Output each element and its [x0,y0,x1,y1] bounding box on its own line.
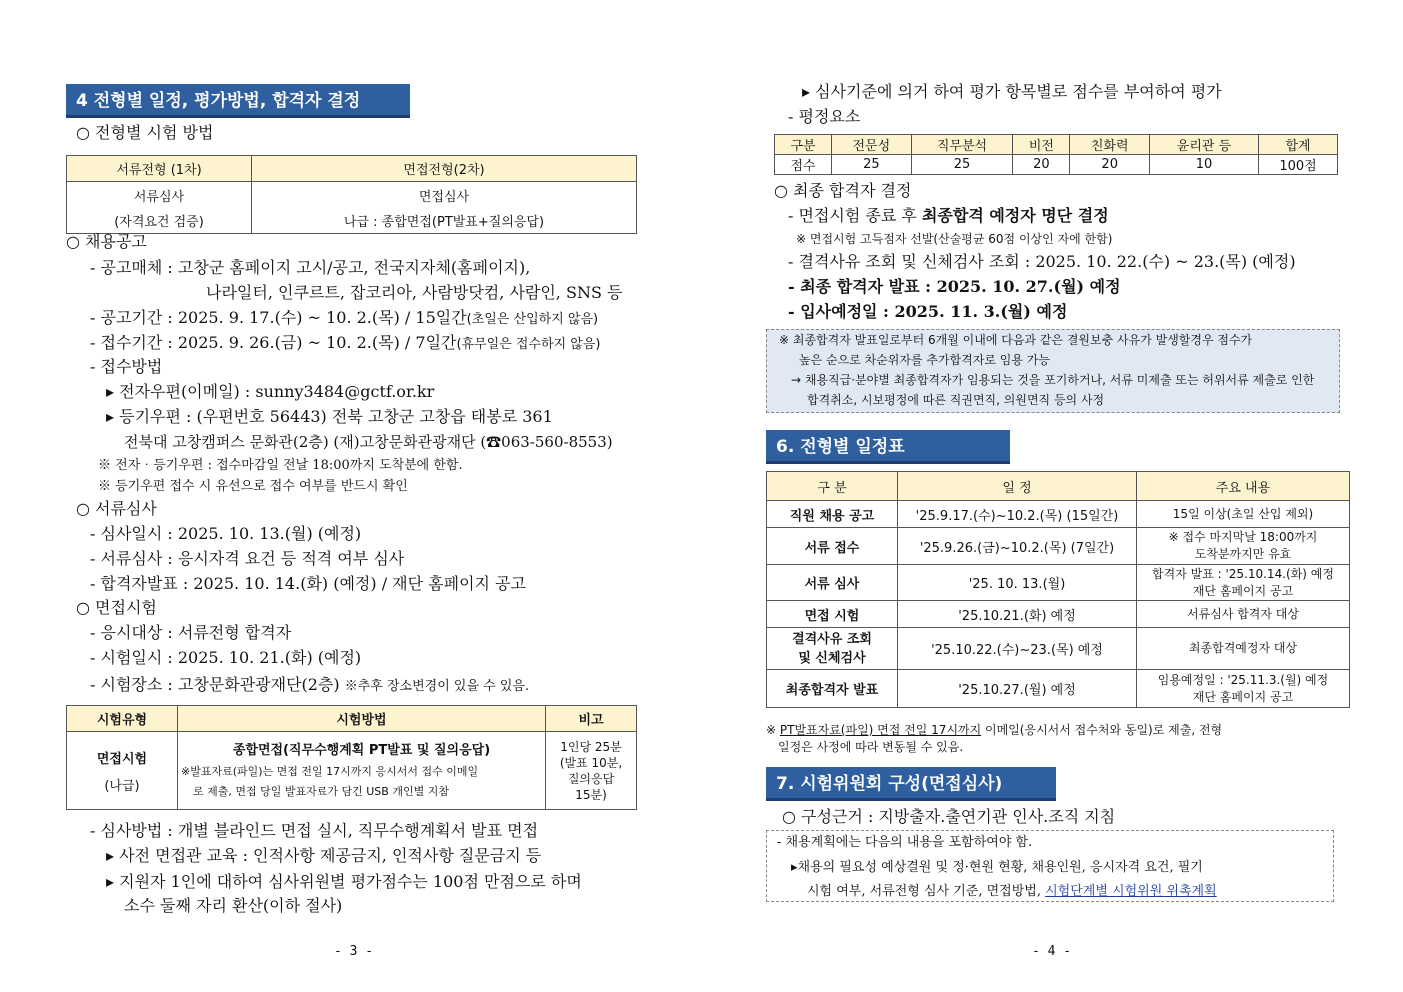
int-remark-line1: 1인당 25분 [560,739,622,754]
int-remark-line4: 15분) [575,787,607,802]
score-h6: 합계 [1259,135,1338,155]
sched-r2-c3 [1137,565,1350,601]
plan-line3-a: 시험 여부, 서류전형 심사 기준, 면접방법, [807,884,1046,899]
mail-line1: ▸ 등기우편 : (우편번호 56443) 전북 고창군 고창읍 태봉로 361 [106,407,553,426]
pt-note-rest: 이메일(응시서서 접수처와 동일)로 제출, 전형 [981,723,1223,737]
int-place [90,674,529,696]
final-line4: - 입사예정일 : 2025. 11. 3.(월) 예정 [788,302,1068,321]
eval-bullet-2b: 소수 둘째 자리 환산(이하 절사) [124,896,343,915]
sched-r5-c1: 최종합격자 발표 [767,670,898,708]
sched-r2-c3a: 합격자 발표 : '25.10.14.(화) 예정 [1152,566,1334,581]
pt-note-line1 [766,722,1222,739]
box-line3: → 채용직급·분야별 최종합격자가 임용되는 것을 포기하거나, 서류 미제출 또는 허위서류 제출로 인한 [791,373,1315,387]
notice-period-text: - 공고기간 : 2025. 9. 17.(수) ~ 10. 2.(목) / 15일간 [90,308,467,327]
sched-h1: 일 정 [898,472,1137,501]
sched-r5-c3a: 임용예정일 : '25.11.3.(월) 예정 [1157,672,1329,687]
eval-bullet-2a: ▸ 지원자 1인에 대하여 심사위원별 평가점수는 100점 만점으로 하며 [106,872,582,891]
sched-r0-c3a: 15일 이상(초일 산입 제외) [1172,506,1314,521]
sched-r2-c1: 서류 심사 [767,565,898,601]
box-line1: ※ 최종합격자 발표일로부터 6개월 이내에 다음과 같은 결원보충 사유가 발생할경우 점수가 [779,333,1253,347]
sched-h0: 구 분 [767,472,898,501]
sched-r5-c3 [1137,670,1350,708]
box-line2: 높은 순으로 차순위자를 추가합격자로 임용 가능 [799,353,1050,367]
sched-r1-c2: '25.9.26.(금)~10.2.(목) (7일간) [898,528,1137,565]
plan-line3 [807,883,1217,901]
box-line4: 합격취소, 시보평정에 따른 직권면직, 의원면직 등의 사정 [807,393,1105,407]
plan-box [766,830,1334,902]
recruit-heading: ○ 채용공고 [66,232,147,251]
int-remark-line2: (발표 10분, [559,755,623,770]
stage-doc-cell [67,182,252,234]
sched-r1-c3b: 도착분까지만 유효 [1194,547,1292,561]
score-r3: 20 [1013,155,1070,175]
int-header-method: 시험방법 [178,706,546,732]
sched-h2: 주요 내용 [1137,472,1350,501]
media-line2: 나라일터, 인쿠르트, 잡코리아, 사람방닷컴, 사람인, SNS 등 [206,283,623,302]
doc-heading: ○ 서류심사 [76,499,157,518]
sched-r5-c3b: 재단 홈페이지 공고 [1192,689,1294,704]
final-line1-b: 최종합격 예정자 명단 결정 [921,206,1109,225]
page-number-3: - 3 - [334,944,374,959]
int-target: - 응시대상 : 서류전형 합격자 [90,623,292,642]
sched-r4-c3a: 최종합격예정자 대상 [1188,641,1298,655]
int-place-note: ※추후 장소변경이 있을 수 있음. [344,679,530,694]
mail-line2: 전북대 고창캠퍼스 문화관(2층) (재)고창문화관광재단 (☎063-560-8553) [124,433,613,451]
score-h5: 윤리관 등 [1149,135,1258,155]
basis-line: ○ 구성근거 : 지방출자.출연기관 인사.조직 지침 [782,807,1116,826]
score-r6: 100점 [1259,155,1338,175]
sched-r4-c1: 결격사유 조회 및 신체검사 [767,628,898,670]
sched-r5-c2: '25.10.27.(월) 예정 [898,670,1137,708]
plan-line2: ▸채용의 필요성 예상결원 및 정·현원 현황, 채용인원, 응시자격 요건, 필기 [791,860,1203,875]
score-r0: 점수 [775,155,832,175]
schedule-table [766,471,1350,708]
stage-int-cell [252,182,637,234]
eval-method: - 심사방법 : 개별 블라인드 면접 실시, 직무수행계획서 발표 면접 [90,821,539,840]
int-remark-cell [546,732,637,810]
int-header-remark: 비고 [546,706,637,732]
apply-period-note: (휴무일은 접수하지 않음) [456,337,601,352]
int-method-note1: ※발표자료(파일)는 면접 전일 17시까지 응시서서 접수 이메일 [181,765,479,778]
email-line: ▸ 전자우편(이메일) : sunny3484@gctf.or.kr [106,382,435,401]
int-type-line1: 면접시험 [96,751,148,767]
score-r5: 10 [1149,155,1258,175]
exam-method-heading: ○ 전형별 시험 방법 [76,123,214,142]
doc-result: - 합격자발표 : 2025. 10. 14.(화) (예정) / 재단 홈페이지 공고 [90,574,527,593]
sched-r4-c2: '25.10.22.(수)~23.(목) 예정 [898,628,1137,670]
note-1: ※ 전자‧등기우편 : 접수마감일 전날 18:00까지 도착분에 한함. [98,458,463,473]
score-h0: 구분 [775,135,832,155]
doc-content: - 서류심사 : 응시자격 요건 등 적격 여부 심사 [90,549,405,568]
apply-method: - 접수방법 [90,357,163,376]
final-line1 [788,205,1109,227]
score-h3: 비전 [1013,135,1070,155]
pt-note-prefix: ※ [766,723,780,737]
int-place-text: - 시험장소 : 고창문화관광재단(2층) [90,675,340,694]
score-r4: 20 [1070,155,1149,175]
stage-table [66,155,637,234]
section-4-title: 4 전형별 일정, 평가방법, 합격자 결정 [66,84,410,118]
final-note: ※ 면접시험 고득점자 선발(산술평균 60점 이상인 자에 한함) [796,232,1113,246]
section-6-title: 6. 전형별 일정표 [766,430,1010,464]
stage-doc-line2: (자격요건 검증) [114,214,204,230]
sched-r1-c3 [1137,528,1350,565]
doc-date: - 심사일시 : 2025. 10. 13.(월) (예정) [90,524,362,543]
int-date: - 시험일시 : 2025. 10. 21.(화) (예정) [90,648,362,667]
stage-int-line1: 면접심사 [418,189,470,205]
section-7-title: 7. 시험위원회 구성(면접심사) [766,767,1056,801]
final-line1-a: - 면접시험 종료 후 [788,206,922,225]
page-4 [702,0,1403,992]
elements-label: - 평정요소 [788,107,861,126]
sched-r0-c3 [1137,501,1350,528]
sched-r3-c3a: 서류심사 합격자 대상 [1187,606,1299,621]
stage-header-int: 면접전형(2차) [252,156,637,182]
notice-period-note: (초일은 산입하지 않음) [466,312,599,327]
int-method-cell [178,732,546,810]
sched-r0-c1: 직원 채용 공고 [767,501,898,528]
sched-r1-c1: 서류 접수 [767,528,898,565]
sched-r3-c1: 면접 시험 [767,601,898,628]
score-r2: 25 [911,155,1013,175]
media-line1: - 공고매체 : 고창군 홈페이지 고시/공고, 전국지자체(홈페이지), [90,258,531,277]
int-remark-line3: 질의응답 [567,771,615,786]
final-line2: - 결격사유 조회 및 신체검사 조회 : 2025. 10. 22.(수) ~ 23.(목) (예정) [788,252,1296,271]
score-h2: 직무분석 [911,135,1013,155]
score-r1: 25 [832,155,911,175]
notice-period [90,307,598,329]
plan-line1: - 채용계획에는 다음의 내용을 포함하여야 함. [777,835,1033,850]
int-type-line2: (나급) [104,778,140,794]
plan-line3-link: 시험단계별 시험위원 위촉계획 [1045,884,1217,899]
pt-note-underlined: PT발표자료(파일) 면접 전일 17시까지 [779,723,982,737]
page-number-4: - 4 - [1032,944,1072,959]
int-header-type: 시험유형 [67,706,178,732]
stage-int-line2: 나급 : 종합면접(PT발표+질의응답) [343,214,545,230]
stage-header-doc: 서류전형 (1차) [67,156,252,182]
pt-note-line2: 일정은 사정에 따라 변동될 수 있음. [778,740,964,754]
int-method-note2: 로 제출, 면접 당일 발표자료가 담긴 USB 개인별 지참 [193,785,449,798]
sched-r2-c2: '25. 10. 13.(월) [898,565,1137,601]
final-line3: - 최종 합격자 발표 : 2025. 10. 27.(월) 예정 [788,277,1121,296]
eval-bullet-1: ▸ 사전 면접관 교육 : 인적사항 제공금지, 인적사항 질문금지 등 [106,846,542,865]
apply-period [90,332,600,354]
score-table [774,134,1338,175]
sched-r0-c2: '25.9.17.(수)~10.2.(목) (15일간) [898,501,1137,528]
sched-r1-c3a: ※ 접수 마지막날 18:00까지 [1168,530,1318,544]
score-h1: 전문성 [832,135,911,155]
sched-r3-c3 [1137,601,1350,628]
page-3 [0,0,700,992]
sched-r4-c3 [1137,628,1350,670]
stage-doc-line1: 서류심사 [133,189,185,205]
score-h4: 친화력 [1070,135,1149,155]
sched-r2-c3b: 재단 홈페이지 공고 [1192,583,1294,598]
criteria-line: ▸ 심사기준에 의거 하여 평가 항목별로 점수를 부여하여 평가 [802,82,1222,101]
reserve-note-box [766,329,1340,413]
sched-r3-c2: '25.10.21.(화) 예정 [898,601,1137,628]
final-heading: ○ 최종 합격자 결정 [774,181,912,200]
int-method-title: 종합면접(직무수행계획 PT발표 및 질의응답) [232,743,491,758]
apply-period-text: - 접수기간 : 2025. 9. 26.(금) ~ 10. 2.(목) / 7일간 [90,333,457,352]
int-heading: ○ 면접시험 [76,598,157,617]
note-2: ※ 등기우편 접수 시 유선으로 접수 여부를 반드시 확인 [98,479,408,494]
int-type-cell [67,732,178,810]
interview-table [66,705,637,810]
